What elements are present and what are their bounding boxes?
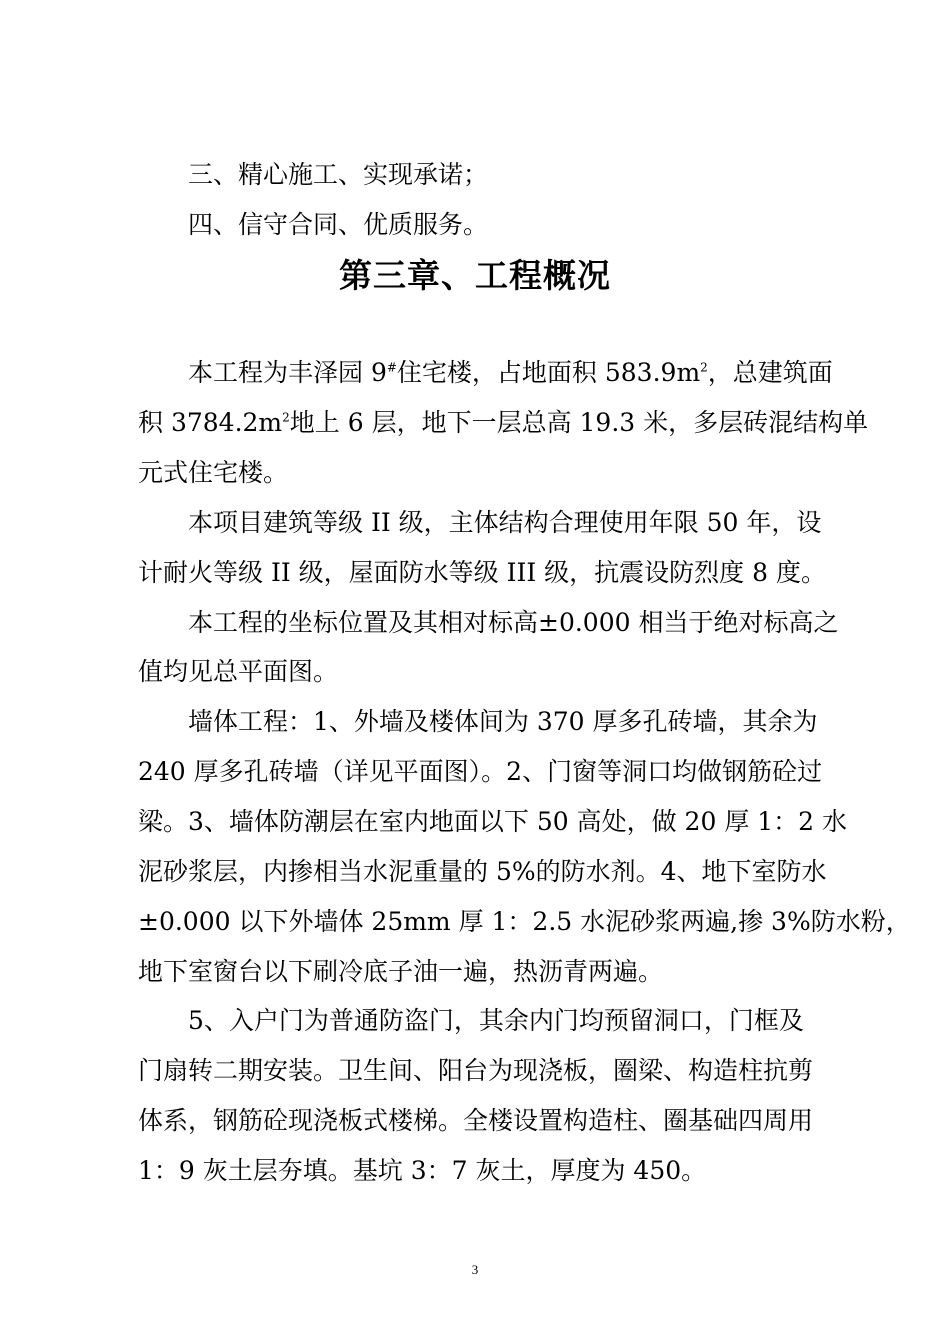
- paragraph-line: 墙体工程：1、外墙及楼体间为 370 厚多孔砖墙，其余为: [188, 707, 818, 736]
- paragraph-line: 泥砂浆层，内掺相当水泥重量的 5%的防水剂。4、地下室防水: [138, 857, 827, 886]
- paragraph-line: 体系，钢筋砼现浇板式楼梯。全楼设置构造柱、圈基础四周用: [138, 1106, 814, 1135]
- paragraph-line: 本工程为丰泽园 9#住宅楼，占地面积 $583.9m^2$，总建筑面: [188, 358, 833, 387]
- paragraph-line: 1：9 灰土层夯填。基坑 3：7 灰土，厚度为 450。: [138, 1156, 707, 1185]
- paragraph-line: 门扇转二期安装。卫生间、阳台为现浇板，圈梁、构造柱抗剪: [138, 1056, 814, 1085]
- paragraph-line: 本项目建筑等级 II 级，主体结构合理使用年限 50 年，设: [188, 508, 822, 537]
- list-item-3: 三、精心施工、实现承诺；: [188, 160, 489, 189]
- paragraph-line: ±0.000 以下外墙体 25mm 厚 1：2.5 水泥砂浆两遍,掺 3%防水粉，: [138, 907, 911, 936]
- paragraph-line: 240 厚多孔砖墙（详见平面图）。2、门窗等洞口均做钢筋砼过: [138, 757, 823, 786]
- page-number: 3: [471, 1262, 479, 1277]
- paragraph-line: 元式住宅楼。: [138, 458, 289, 487]
- paragraph-line: 计耐火等级 II 级，屋面防水等级 III 级，抗震设防烈度 8 度。: [138, 558, 826, 587]
- paragraph-line: 5、入户门为普通防盗门，其余内门均预留洞口，门框及: [188, 1006, 804, 1035]
- paragraph-line: 积 $3784.2m^2$地上 6 层，地下一层总高 19.3 米，多层砖混结构单: [138, 408, 869, 437]
- paragraph-line: 地下室窗台以下刷冷底子油一遍，热沥青两遍。: [138, 957, 664, 986]
- list-item-4: 四、信守合同、优质服务。: [188, 210, 489, 239]
- paragraph-line: 本工程的坐标位置及其相对标高±0.000 相当于绝对标高之: [188, 608, 839, 637]
- chapter-heading: 第三章、工程概况: [339, 256, 611, 295]
- paragraph-line: 梁。3、墙体防潮层在室内地面以下 50 高处，做 20 厚 1：2 水: [138, 807, 848, 836]
- paragraph-line: 值均见总平面图。: [138, 657, 339, 686]
